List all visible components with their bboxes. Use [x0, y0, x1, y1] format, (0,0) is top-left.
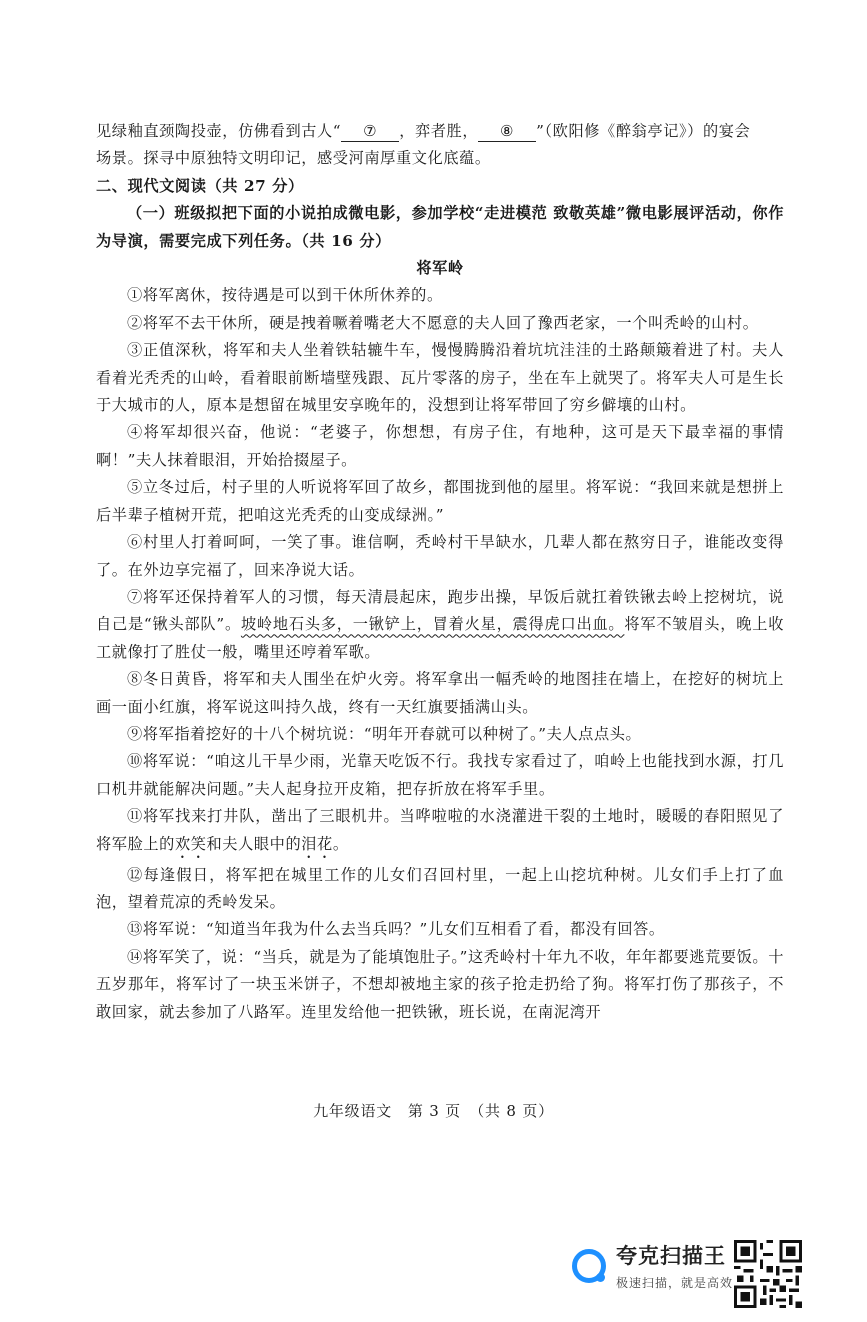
- paragraph-2: ②将军不去干休所，硬是拽着噘着嘴老大不愿意的夫人回了豫西老家，一个叫秃岭的山村。: [127, 313, 759, 332]
- paragraph-7: [96, 584, 784, 666]
- blank-7: ⑦: [341, 121, 399, 142]
- emphasis-word-2: 泪花: [301, 834, 333, 853]
- intro-text-a: 见绿釉直颈陶投壶，仿佛看到古人“: [96, 122, 342, 140]
- paragraph-9: ⑨将军指着挖好的十八个树坑说：“明年开春就可以种树了。”夫人点点头。: [127, 724, 642, 743]
- paragraph-11-text-b: 和夫人眼中的: [206, 834, 302, 853]
- paragraph-10: ⑩将军说：“咱这儿干旱少雨，光靠天吃饭不行。我找专家看过了，咱岭上也能找到水源，打几口机井就能解决问题。”夫人起身拉开皮箱，把存折放在将军手里。: [96, 752, 784, 798]
- paragraph-5: ⑤立冬过后，村子里的人听说将军回了故乡，都围拢到他的屋里。将军说：“我回来就是想拼上后半辈子植树开荒，把咱这光秃秃的山变成绿洲。”: [96, 478, 784, 524]
- blank-8: ⑧: [478, 121, 536, 142]
- task-instruction: [96, 200, 784, 255]
- watermark-brand: 夸克扫描王: [616, 1244, 726, 1268]
- intro-text-b: ，弈者胜，: [399, 122, 479, 140]
- section-heading: 二、现代文阅读（共 27 分）: [96, 176, 304, 195]
- paragraph-6: ⑥村里人打着呵呵，一笑了事。谁信啊，秃岭村干旱缺水，几辈人都在熬穷日子，谁能改变得了。在外边享完福了，回来净说大话。: [96, 533, 784, 579]
- watermark-slogan: 极速扫描，就是高效: [616, 1276, 734, 1290]
- intro-line-1: [96, 118, 784, 145]
- emphasis-word-1: 欢笑: [174, 834, 207, 853]
- paragraph-13: ⑬将军说：“知道当年我为什么去当兵吗？”儿女们互相看了看，都没有回答。: [127, 920, 665, 939]
- paragraph-11-text-c: 。: [332, 834, 349, 853]
- paragraph-8: ⑧冬日黄昏，将军和夫人围坐在炉火旁。将军拿出一幅秃岭的地图挂在墙上，在挖好的树坑上画一面小红旗，将军说这叫持久战，终有一天红旗要插满山头。: [96, 670, 784, 716]
- quark-logo-icon: [572, 1249, 606, 1283]
- paragraph-11-text-a: ⑪将军找来打井队，凿出了三眼机井。当哗啦啦的水浇灌进干裂的土地时，暖暖的春阳照见了将军脸上的: [96, 807, 784, 853]
- task-line-1: （一）班级拟把下面的小说拍成微电影，参加学校“走进模范 致敬英雄”微电影展评活: [127, 204, 721, 223]
- paragraph-11: [96, 803, 784, 861]
- paragraph-3: ③正值深秋，将军和夫人坐着铁轱辘牛车，慢慢腾腾沿着坑坑洼洼的土路颠簸着进了村。夫人看着光秃秃的山岭，看着眼前断墙壁残跟、瓦片零落的房子，坐在车上就哭了。将军夫人可是生长于大城市的人，原本是想留在城里安享晚年的，没想到让将军带回了穷乡僻壤的山村。: [96, 341, 784, 415]
- wavy-underlined-sentence: 坡岭地石头多，一锹铲上，冒着火星，震得虎口出血。: [240, 615, 625, 634]
- paragraph-4: ④将军却很兴奋，他说：“老婆子，你想想，有房子住，有地种，这可是天下最幸福的事情啊！”夫人抹着眼泪，开始拾掇屋子。: [96, 423, 784, 469]
- story-title: 将军岭: [416, 259, 464, 278]
- scanner-watermark: [572, 1240, 733, 1291]
- watermark-text: [616, 1240, 733, 1291]
- paragraph-1: ①将军离休，按待遇是可以到干休所休养的。: [127, 286, 443, 305]
- paragraph-7-text-a: ⑦将军还保持着军人的习惯，每天清晨起床，跑步出操，早饭后就扛着铁锹去岭上挖树坑，说自己是“锹头部队”。: [96, 587, 784, 634]
- intro-text-c: ”（欧阳修《醉翁亭记》）的宴会: [536, 122, 751, 140]
- paragraph-7-text-b: 将军不皱眉头，晚上收工就像打了胜仗一般，嘴里还哼着军歌。: [96, 615, 785, 661]
- qr-code-icon: [734, 1240, 802, 1308]
- exam-page: [96, 118, 784, 1026]
- paragraph-12: ⑫每逢假日，将军把在城里工作的儿女们召回村里，一起上山挖坑种树。儿女们手上打了血泡，望着荒凉的秃岭发呆。: [96, 865, 784, 911]
- intro-line-2: 场景。探寻中原独特文明印记，感受河南厚重文化底蕴。: [96, 149, 491, 168]
- page-footer: 九年级语文 第 3 页 （共 8 页）: [313, 1102, 554, 1120]
- task-line-2: 动，你作为导演，需要完成下列任务。（共 16 分）: [96, 204, 784, 250]
- paragraph-14: ⑭将军笑了，说：“当兵，就是为了能填饱肚子。”这秃岭村十年九不收，年年都要逃荒要饭。十五岁那年，将军讨了一块玉米饼子，不想却被地主家的孩子抢走扔给了狗。将军打伤了那孩子，不敢回家，就去参加了八路军。连里发给他一把铁锹，班长说，在南泥湾开: [96, 947, 784, 1021]
